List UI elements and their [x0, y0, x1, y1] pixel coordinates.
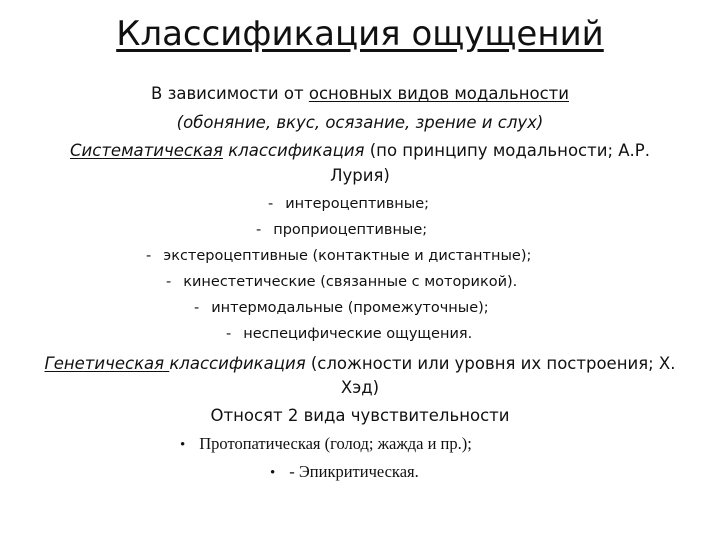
intro-underlined: основных видов модальности: [308, 84, 569, 103]
sensitivity-item: [270, 462, 419, 482]
item-text: кинестетические (связанные с моторикой).: [183, 274, 518, 290]
dash-marker: -: [268, 196, 274, 212]
dash-marker: -: [146, 248, 152, 264]
genetic-line: [0, 354, 720, 373]
systematic-classification: классификация: [222, 141, 365, 160]
intro-prefix: В зависимости от: [151, 84, 309, 103]
dash-marker: -: [194, 300, 200, 316]
systematic-item: [226, 326, 472, 342]
item-text: экстероцептивные (контактные и дистантные);: [163, 248, 532, 264]
slide-title: Классификация ощущений: [116, 14, 604, 54]
genetic-classification: классификация: [169, 354, 306, 373]
dash-marker: -: [256, 222, 262, 238]
bullet-marker: •: [270, 465, 276, 481]
systematic-item: [194, 300, 489, 316]
item-text: проприоцептивные;: [273, 222, 428, 238]
systematic-item: [146, 248, 531, 264]
item-text: Протопатическая (голод; жажда и пр.);: [199, 434, 472, 453]
systematic-line: [0, 141, 720, 160]
dash-marker: -: [226, 326, 232, 342]
systematic-note: (по принципу модальности; А.Р.: [364, 141, 650, 160]
systematic-item: [256, 222, 427, 238]
bullet-marker: •: [180, 437, 186, 453]
intro-line: [0, 84, 720, 103]
systematic-note-cont: Лурия): [330, 166, 390, 185]
item-text: неспецифические ощущения.: [243, 326, 473, 342]
sensitivity-item: [180, 434, 472, 454]
item-text: интермодальные (промежуточные);: [211, 300, 489, 316]
systematic-item: [268, 196, 429, 212]
genetic-note-cont: Хэд): [340, 378, 380, 397]
item-text: - Эпикритическая.: [289, 462, 419, 481]
dash-marker: -: [166, 274, 172, 290]
intro-subline: (обоняние, вкус, осязание, зрение и слух): [176, 113, 544, 132]
systematic-item: [166, 274, 517, 290]
systematic-term: Систематическая: [70, 141, 223, 160]
genetic-term: Генетическая: [44, 354, 170, 373]
sensitivity-heading: Относят 2 вида чувствительности: [210, 406, 510, 425]
genetic-note: (сложности или уровня их построения; Х.: [305, 354, 676, 373]
item-text: интероцептивные;: [285, 196, 430, 212]
